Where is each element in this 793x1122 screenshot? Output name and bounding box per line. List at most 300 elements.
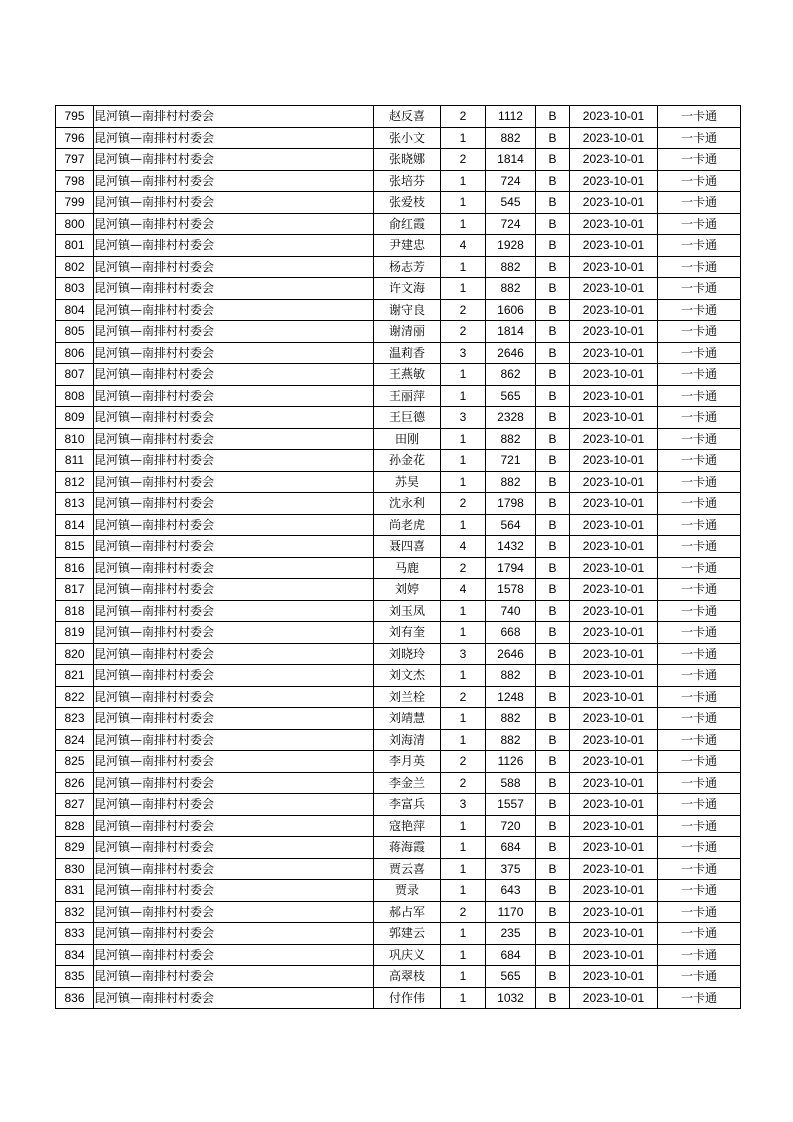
category-class-cell: B xyxy=(536,665,570,687)
issue-date-cell: 2023-10-01 xyxy=(570,299,658,321)
village-committee-cell: 昆河镇—南排村村委会 xyxy=(94,686,374,708)
subsidy-amount-cell: 684 xyxy=(486,944,536,966)
issue-date-cell: 2023-10-01 xyxy=(570,815,658,837)
household-count-cell: 1 xyxy=(441,127,486,149)
table-row xyxy=(56,837,741,859)
village-committee-cell: 昆河镇—南排村村委会 xyxy=(94,815,374,837)
row-number-cell: 814 xyxy=(56,514,94,536)
household-count-cell: 2 xyxy=(441,751,486,773)
subsidy-amount-cell: 565 xyxy=(486,966,536,988)
table-row xyxy=(56,815,741,837)
category-class-cell: B xyxy=(536,600,570,622)
issue-date-cell: 2023-10-01 xyxy=(570,600,658,622)
subsidy-amount-cell: 882 xyxy=(486,428,536,450)
category-class-cell: B xyxy=(536,342,570,364)
row-number-cell: 831 xyxy=(56,880,94,902)
table-row xyxy=(56,643,741,665)
issue-date-cell: 2023-10-01 xyxy=(570,622,658,644)
person-name-cell: 杨志芳 xyxy=(374,256,441,278)
village-committee-cell: 昆河镇—南排村村委会 xyxy=(94,536,374,558)
subsidy-amount-cell: 1798 xyxy=(486,493,536,515)
village-committee-cell: 昆河镇—南排村村委会 xyxy=(94,794,374,816)
subsidy-amount-cell: 1794 xyxy=(486,557,536,579)
person-name-cell: 谢守良 xyxy=(374,299,441,321)
village-committee-cell: 昆河镇—南排村村委会 xyxy=(94,493,374,515)
village-committee-cell: 昆河镇—南排村村委会 xyxy=(94,665,374,687)
subsidy-amount-cell: 882 xyxy=(486,256,536,278)
table-row xyxy=(56,106,741,128)
issue-date-cell: 2023-10-01 xyxy=(570,407,658,429)
row-number-cell: 801 xyxy=(56,235,94,257)
household-count-cell: 2 xyxy=(441,106,486,128)
subsidy-amount-cell: 1578 xyxy=(486,579,536,601)
category-class-cell: B xyxy=(536,579,570,601)
table-row xyxy=(56,772,741,794)
person-name-cell: 赵反喜 xyxy=(374,106,441,128)
subsidy-amount-cell: 2328 xyxy=(486,407,536,429)
village-committee-cell: 昆河镇—南排村村委会 xyxy=(94,106,374,128)
category-class-cell: B xyxy=(536,149,570,171)
issue-date-cell: 2023-10-01 xyxy=(570,321,658,343)
person-name-cell: 沈永利 xyxy=(374,493,441,515)
issue-date-cell: 2023-10-01 xyxy=(570,837,658,859)
category-class-cell: B xyxy=(536,923,570,945)
person-name-cell: 高翠枝 xyxy=(374,966,441,988)
issue-date-cell: 2023-10-01 xyxy=(570,708,658,730)
person-name-cell: 尚老虎 xyxy=(374,514,441,536)
category-class-cell: B xyxy=(536,643,570,665)
village-committee-cell: 昆河镇—南排村村委会 xyxy=(94,772,374,794)
table-row xyxy=(56,751,741,773)
subsidy-amount-cell: 1248 xyxy=(486,686,536,708)
subsidy-amount-cell: 882 xyxy=(486,729,536,751)
payment-method-cell: 一卡通 xyxy=(658,536,741,558)
person-name-cell: 郭建云 xyxy=(374,923,441,945)
category-class-cell: B xyxy=(536,837,570,859)
payment-method-cell: 一卡通 xyxy=(658,686,741,708)
table-row xyxy=(56,192,741,214)
payment-method-cell: 一卡通 xyxy=(658,815,741,837)
issue-date-cell: 2023-10-01 xyxy=(570,127,658,149)
table-row xyxy=(56,665,741,687)
village-committee-cell: 昆河镇—南排村村委会 xyxy=(94,858,374,880)
issue-date-cell: 2023-10-01 xyxy=(570,213,658,235)
person-name-cell: 寇艳萍 xyxy=(374,815,441,837)
issue-date-cell: 2023-10-01 xyxy=(570,192,658,214)
person-name-cell: 张培芬 xyxy=(374,170,441,192)
table-row xyxy=(56,385,741,407)
row-number-cell: 835 xyxy=(56,966,94,988)
village-committee-cell: 昆河镇—南排村村委会 xyxy=(94,751,374,773)
household-count-cell: 1 xyxy=(441,170,486,192)
issue-date-cell: 2023-10-01 xyxy=(570,149,658,171)
subsidy-amount-cell: 545 xyxy=(486,192,536,214)
subsidy-amount-cell: 1928 xyxy=(486,235,536,257)
row-number-cell: 827 xyxy=(56,794,94,816)
village-committee-cell: 昆河镇—南排村村委会 xyxy=(94,579,374,601)
row-number-cell: 818 xyxy=(56,600,94,622)
category-class-cell: B xyxy=(536,471,570,493)
household-count-cell: 1 xyxy=(441,514,486,536)
subsidy-amount-cell: 1432 xyxy=(486,536,536,558)
person-name-cell: 马鹿 xyxy=(374,557,441,579)
village-committee-cell: 昆河镇—南排村村委会 xyxy=(94,321,374,343)
household-count-cell: 2 xyxy=(441,772,486,794)
issue-date-cell: 2023-10-01 xyxy=(570,966,658,988)
table-row xyxy=(56,278,741,300)
household-count-cell: 1 xyxy=(441,600,486,622)
village-committee-cell: 昆河镇—南排村村委会 xyxy=(94,428,374,450)
household-count-cell: 1 xyxy=(441,944,486,966)
subsidy-amount-cell: 565 xyxy=(486,385,536,407)
table-row xyxy=(56,557,741,579)
payment-method-cell: 一卡通 xyxy=(658,235,741,257)
payment-method-cell: 一卡通 xyxy=(658,213,741,235)
category-class-cell: B xyxy=(536,170,570,192)
household-count-cell: 3 xyxy=(441,643,486,665)
household-count-cell: 1 xyxy=(441,450,486,472)
payment-method-cell: 一卡通 xyxy=(658,170,741,192)
payment-method-cell: 一卡通 xyxy=(658,256,741,278)
subsidy-amount-cell: 1032 xyxy=(486,987,536,1009)
subsidy-amount-cell: 721 xyxy=(486,450,536,472)
village-committee-cell: 昆河镇—南排村村委会 xyxy=(94,600,374,622)
row-number-cell: 817 xyxy=(56,579,94,601)
row-number-cell: 829 xyxy=(56,837,94,859)
issue-date-cell: 2023-10-01 xyxy=(570,751,658,773)
table-row xyxy=(56,235,741,257)
table-row xyxy=(56,213,741,235)
issue-date-cell: 2023-10-01 xyxy=(570,471,658,493)
category-class-cell: B xyxy=(536,428,570,450)
household-count-cell: 1 xyxy=(441,256,486,278)
row-number-cell: 807 xyxy=(56,364,94,386)
table-row xyxy=(56,944,741,966)
village-committee-cell: 昆河镇—南排村村委会 xyxy=(94,213,374,235)
village-committee-cell: 昆河镇—南排村村委会 xyxy=(94,235,374,257)
person-name-cell: 刘文杰 xyxy=(374,665,441,687)
person-name-cell: 贾录 xyxy=(374,880,441,902)
subsidy-amount-cell: 375 xyxy=(486,858,536,880)
person-name-cell: 刘海清 xyxy=(374,729,441,751)
table-row xyxy=(56,321,741,343)
issue-date-cell: 2023-10-01 xyxy=(570,579,658,601)
payment-method-cell: 一卡通 xyxy=(658,321,741,343)
issue-date-cell: 2023-10-01 xyxy=(570,880,658,902)
category-class-cell: B xyxy=(536,299,570,321)
category-class-cell: B xyxy=(536,751,570,773)
village-committee-cell: 昆河镇—南排村村委会 xyxy=(94,708,374,730)
household-count-cell: 3 xyxy=(441,342,486,364)
issue-date-cell: 2023-10-01 xyxy=(570,944,658,966)
household-count-cell: 2 xyxy=(441,557,486,579)
category-class-cell: B xyxy=(536,794,570,816)
table-row xyxy=(56,428,741,450)
category-class-cell: B xyxy=(536,622,570,644)
person-name-cell: 王燕敏 xyxy=(374,364,441,386)
issue-date-cell: 2023-10-01 xyxy=(570,170,658,192)
row-number-cell: 832 xyxy=(56,901,94,923)
payment-method-cell: 一卡通 xyxy=(658,407,741,429)
person-name-cell: 贾云喜 xyxy=(374,858,441,880)
person-name-cell: 孙金花 xyxy=(374,450,441,472)
table-row xyxy=(56,966,741,988)
issue-date-cell: 2023-10-01 xyxy=(570,256,658,278)
category-class-cell: B xyxy=(536,557,570,579)
village-committee-cell: 昆河镇—南排村村委会 xyxy=(94,923,374,945)
payment-method-cell: 一卡通 xyxy=(658,557,741,579)
person-name-cell: 李富兵 xyxy=(374,794,441,816)
issue-date-cell: 2023-10-01 xyxy=(570,106,658,128)
payment-method-cell: 一卡通 xyxy=(658,794,741,816)
person-name-cell: 张小文 xyxy=(374,127,441,149)
issue-date-cell: 2023-10-01 xyxy=(570,987,658,1009)
row-number-cell: 796 xyxy=(56,127,94,149)
payment-method-cell: 一卡通 xyxy=(658,385,741,407)
household-count-cell: 2 xyxy=(441,901,486,923)
person-name-cell: 李金兰 xyxy=(374,772,441,794)
payment-method-cell: 一卡通 xyxy=(658,944,741,966)
household-count-cell: 3 xyxy=(441,407,486,429)
row-number-cell: 798 xyxy=(56,170,94,192)
village-committee-cell: 昆河镇—南排村村委会 xyxy=(94,643,374,665)
village-committee-cell: 昆河镇—南排村村委会 xyxy=(94,407,374,429)
village-committee-cell: 昆河镇—南排村村委会 xyxy=(94,385,374,407)
household-count-cell: 1 xyxy=(441,213,486,235)
row-number-cell: 819 xyxy=(56,622,94,644)
table-row xyxy=(56,149,741,171)
table-row xyxy=(56,858,741,880)
subsidy-amount-cell: 588 xyxy=(486,772,536,794)
roster-body xyxy=(56,106,741,1009)
village-committee-cell: 昆河镇—南排村村委会 xyxy=(94,987,374,1009)
subsidy-amount-cell: 1814 xyxy=(486,321,536,343)
issue-date-cell: 2023-10-01 xyxy=(570,794,658,816)
category-class-cell: B xyxy=(536,256,570,278)
subsidy-amount-cell: 564 xyxy=(486,514,536,536)
row-number-cell: 826 xyxy=(56,772,94,794)
household-count-cell: 1 xyxy=(441,665,486,687)
subsidy-amount-cell: 1112 xyxy=(486,106,536,128)
subsidy-amount-cell: 882 xyxy=(486,708,536,730)
issue-date-cell: 2023-10-01 xyxy=(570,364,658,386)
person-name-cell: 刘晓玲 xyxy=(374,643,441,665)
household-count-cell: 1 xyxy=(441,708,486,730)
category-class-cell: B xyxy=(536,686,570,708)
person-name-cell: 刘婷 xyxy=(374,579,441,601)
row-number-cell: 804 xyxy=(56,299,94,321)
person-name-cell: 郝占军 xyxy=(374,901,441,923)
row-number-cell: 806 xyxy=(56,342,94,364)
village-committee-cell: 昆河镇—南排村村委会 xyxy=(94,278,374,300)
category-class-cell: B xyxy=(536,858,570,880)
person-name-cell: 张爱枝 xyxy=(374,192,441,214)
household-count-cell: 1 xyxy=(441,729,486,751)
household-count-cell: 1 xyxy=(441,192,486,214)
person-name-cell: 蒋海霞 xyxy=(374,837,441,859)
issue-date-cell: 2023-10-01 xyxy=(570,665,658,687)
household-count-cell: 4 xyxy=(441,579,486,601)
payment-method-cell: 一卡通 xyxy=(658,342,741,364)
category-class-cell: B xyxy=(536,772,570,794)
category-class-cell: B xyxy=(536,708,570,730)
table-row xyxy=(56,299,741,321)
payment-method-cell: 一卡通 xyxy=(658,708,741,730)
village-committee-cell: 昆河镇—南排村村委会 xyxy=(94,622,374,644)
row-number-cell: 822 xyxy=(56,686,94,708)
category-class-cell: B xyxy=(536,192,570,214)
row-number-cell: 815 xyxy=(56,536,94,558)
category-class-cell: B xyxy=(536,278,570,300)
table-row xyxy=(56,364,741,386)
row-number-cell: 795 xyxy=(56,106,94,128)
table-row xyxy=(56,407,741,429)
payment-method-cell: 一卡通 xyxy=(658,493,741,515)
issue-date-cell: 2023-10-01 xyxy=(570,923,658,945)
subsidy-roster-table xyxy=(55,105,741,1009)
household-count-cell: 1 xyxy=(441,987,486,1009)
category-class-cell: B xyxy=(536,385,570,407)
village-committee-cell: 昆河镇—南排村村委会 xyxy=(94,966,374,988)
table-row xyxy=(56,127,741,149)
table-row xyxy=(56,450,741,472)
payment-method-cell: 一卡通 xyxy=(658,514,741,536)
village-committee-cell: 昆河镇—南排村村委会 xyxy=(94,342,374,364)
village-committee-cell: 昆河镇—南排村村委会 xyxy=(94,901,374,923)
payment-method-cell: 一卡通 xyxy=(658,622,741,644)
subsidy-amount-cell: 862 xyxy=(486,364,536,386)
village-committee-cell: 昆河镇—南排村村委会 xyxy=(94,471,374,493)
person-name-cell: 温莉香 xyxy=(374,342,441,364)
row-number-cell: 823 xyxy=(56,708,94,730)
household-count-cell: 2 xyxy=(441,686,486,708)
village-committee-cell: 昆河镇—南排村村委会 xyxy=(94,514,374,536)
category-class-cell: B xyxy=(536,901,570,923)
table-row xyxy=(56,708,741,730)
person-name-cell: 田刚 xyxy=(374,428,441,450)
subsidy-amount-cell: 1814 xyxy=(486,149,536,171)
category-class-cell: B xyxy=(536,213,570,235)
household-count-cell: 4 xyxy=(441,235,486,257)
payment-method-cell: 一卡通 xyxy=(658,772,741,794)
person-name-cell: 刘兰栓 xyxy=(374,686,441,708)
household-count-cell: 4 xyxy=(441,536,486,558)
category-class-cell: B xyxy=(536,966,570,988)
category-class-cell: B xyxy=(536,407,570,429)
row-number-cell: 808 xyxy=(56,385,94,407)
issue-date-cell: 2023-10-01 xyxy=(570,493,658,515)
village-committee-cell: 昆河镇—南排村村委会 xyxy=(94,299,374,321)
row-number-cell: 803 xyxy=(56,278,94,300)
payment-method-cell: 一卡通 xyxy=(658,729,741,751)
category-class-cell: B xyxy=(536,880,570,902)
payment-method-cell: 一卡通 xyxy=(658,665,741,687)
category-class-cell: B xyxy=(536,364,570,386)
table-row xyxy=(56,923,741,945)
payment-method-cell: 一卡通 xyxy=(658,751,741,773)
row-number-cell: 824 xyxy=(56,729,94,751)
payment-method-cell: 一卡通 xyxy=(658,600,741,622)
household-count-cell: 3 xyxy=(441,794,486,816)
village-committee-cell: 昆河镇—南排村村委会 xyxy=(94,880,374,902)
category-class-cell: B xyxy=(536,514,570,536)
payment-method-cell: 一卡通 xyxy=(658,471,741,493)
category-class-cell: B xyxy=(536,815,570,837)
payment-method-cell: 一卡通 xyxy=(658,987,741,1009)
payment-method-cell: 一卡通 xyxy=(658,106,741,128)
person-name-cell: 刘有奎 xyxy=(374,622,441,644)
subsidy-amount-cell: 720 xyxy=(486,815,536,837)
row-number-cell: 825 xyxy=(56,751,94,773)
household-count-cell: 1 xyxy=(441,471,486,493)
table-row xyxy=(56,686,741,708)
village-committee-cell: 昆河镇—南排村村委会 xyxy=(94,557,374,579)
category-class-cell: B xyxy=(536,235,570,257)
person-name-cell: 刘玉凤 xyxy=(374,600,441,622)
row-number-cell: 811 xyxy=(56,450,94,472)
payment-method-cell: 一卡通 xyxy=(658,364,741,386)
person-name-cell: 王巨德 xyxy=(374,407,441,429)
subsidy-amount-cell: 1606 xyxy=(486,299,536,321)
row-number-cell: 800 xyxy=(56,213,94,235)
table-row xyxy=(56,493,741,515)
row-number-cell: 834 xyxy=(56,944,94,966)
payment-method-cell: 一卡通 xyxy=(658,450,741,472)
issue-date-cell: 2023-10-01 xyxy=(570,643,658,665)
household-count-cell: 1 xyxy=(441,837,486,859)
row-number-cell: 810 xyxy=(56,428,94,450)
household-count-cell: 1 xyxy=(441,880,486,902)
table-row xyxy=(56,901,741,923)
payment-method-cell: 一卡通 xyxy=(658,299,741,321)
household-count-cell: 2 xyxy=(441,299,486,321)
payment-method-cell: 一卡通 xyxy=(658,880,741,902)
household-count-cell: 1 xyxy=(441,428,486,450)
payment-method-cell: 一卡通 xyxy=(658,901,741,923)
subsidy-amount-cell: 1557 xyxy=(486,794,536,816)
category-class-cell: B xyxy=(536,106,570,128)
household-count-cell: 2 xyxy=(441,493,486,515)
person-name-cell: 王丽萍 xyxy=(374,385,441,407)
row-number-cell: 812 xyxy=(56,471,94,493)
row-number-cell: 805 xyxy=(56,321,94,343)
person-name-cell: 聂四喜 xyxy=(374,536,441,558)
issue-date-cell: 2023-10-01 xyxy=(570,514,658,536)
household-count-cell: 1 xyxy=(441,364,486,386)
person-name-cell: 付作伟 xyxy=(374,987,441,1009)
village-committee-cell: 昆河镇—南排村村委会 xyxy=(94,149,374,171)
payment-method-cell: 一卡通 xyxy=(658,643,741,665)
subsidy-amount-cell: 643 xyxy=(486,880,536,902)
household-count-cell: 1 xyxy=(441,385,486,407)
row-number-cell: 821 xyxy=(56,665,94,687)
table-row xyxy=(56,471,741,493)
issue-date-cell: 2023-10-01 xyxy=(570,772,658,794)
table-row xyxy=(56,536,741,558)
subsidy-amount-cell: 740 xyxy=(486,600,536,622)
subsidy-amount-cell: 882 xyxy=(486,127,536,149)
issue-date-cell: 2023-10-01 xyxy=(570,235,658,257)
subsidy-amount-cell: 668 xyxy=(486,622,536,644)
subsidy-amount-cell: 724 xyxy=(486,170,536,192)
table-row xyxy=(56,729,741,751)
village-committee-cell: 昆河镇—南排村村委会 xyxy=(94,944,374,966)
village-committee-cell: 昆河镇—南排村村委会 xyxy=(94,837,374,859)
subsidy-amount-cell: 1126 xyxy=(486,751,536,773)
village-committee-cell: 昆河镇—南排村村委会 xyxy=(94,192,374,214)
village-committee-cell: 昆河镇—南排村村委会 xyxy=(94,170,374,192)
subsidy-amount-cell: 2646 xyxy=(486,342,536,364)
